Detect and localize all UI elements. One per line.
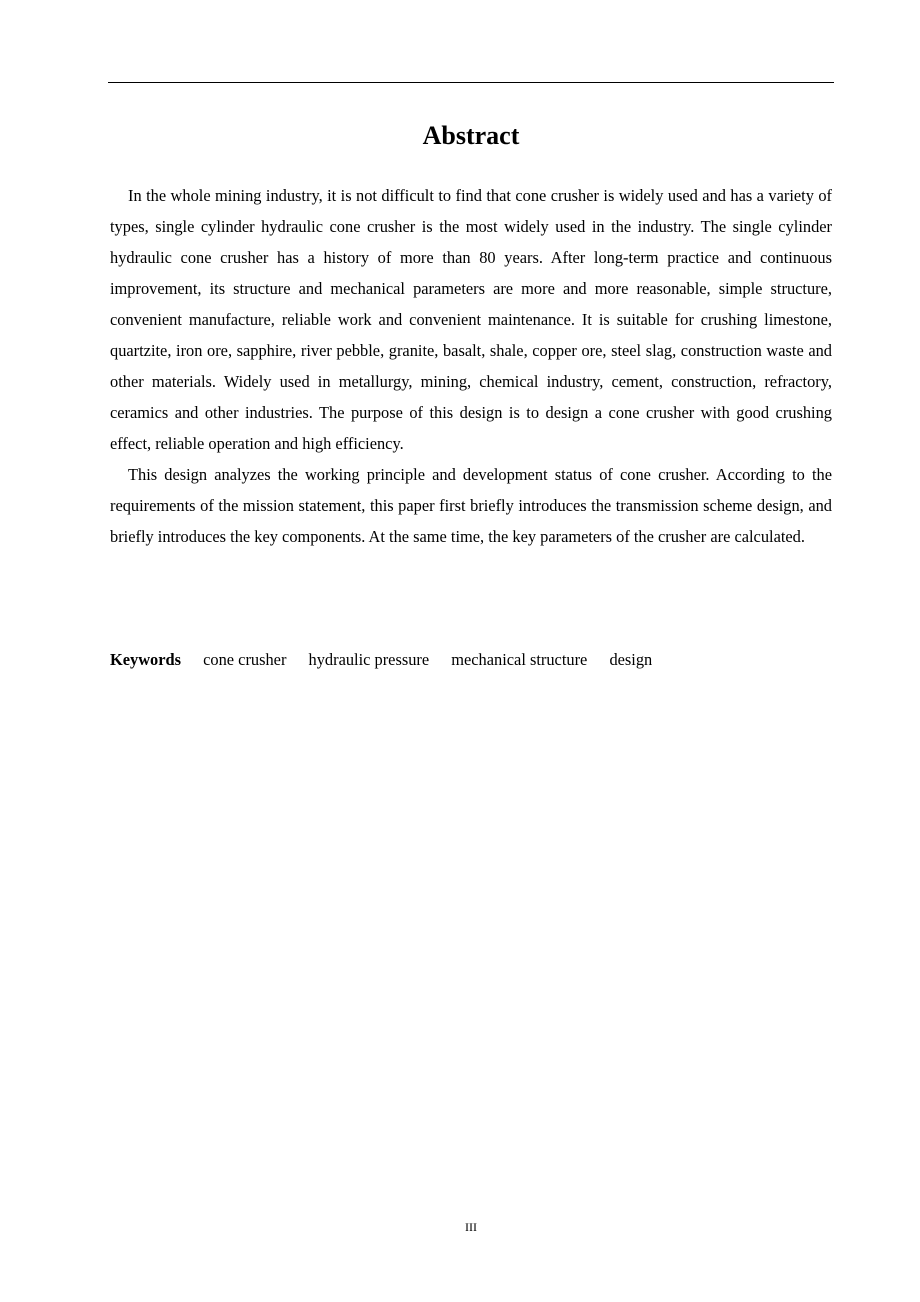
keywords-line: [110, 644, 832, 675]
page-number: III: [465, 1220, 477, 1234]
keyword-item: design: [609, 650, 653, 669]
abstract-body: [110, 180, 832, 552]
page-title: Abstract: [422, 121, 520, 150]
header-rule: [108, 82, 834, 83]
keyword-item: cone crusher: [203, 650, 287, 669]
abstract-paragraph-2: This design analyzes the working principle and development status of cone crusher. According to the requirements of the mission statement, this paper first briefly introduces the transmission scheme design, and briefly introduces the key components. At the same time, the key parameters of the crusher are calculated.: [110, 465, 832, 546]
keyword-item: mechanical structure: [451, 650, 588, 669]
abstract-paragraph-1: In the whole mining industry, it is not difficult to find that cone crusher is widely used and has a variety of types, single cylinder hydraulic cone crusher is the most widely used in the industry. The single cylinder hydraulic cone crusher has a history of more than 80 years. After long-term practice and continuous improvement, its structure and mechanical parameters are more and more reasonable, simple structure, convenient manufacture, reliable work and convenient maintenance. It is suitable for crushing limestone, quartzite, iron ore, sapphire, river pebble, granite, basalt, shale, copper ore, steel slag, construction waste and other materials. Widely used in metallurgy, mining, chemical industry, cement, construction, refractory, ceramics and other industries. The purpose of this design is to design a cone crusher with good crushing effect, reliable operation and high efficiency.: [110, 186, 832, 453]
keyword-item: hydraulic pressure: [308, 650, 430, 669]
keywords-label: Keywords: [110, 650, 182, 669]
